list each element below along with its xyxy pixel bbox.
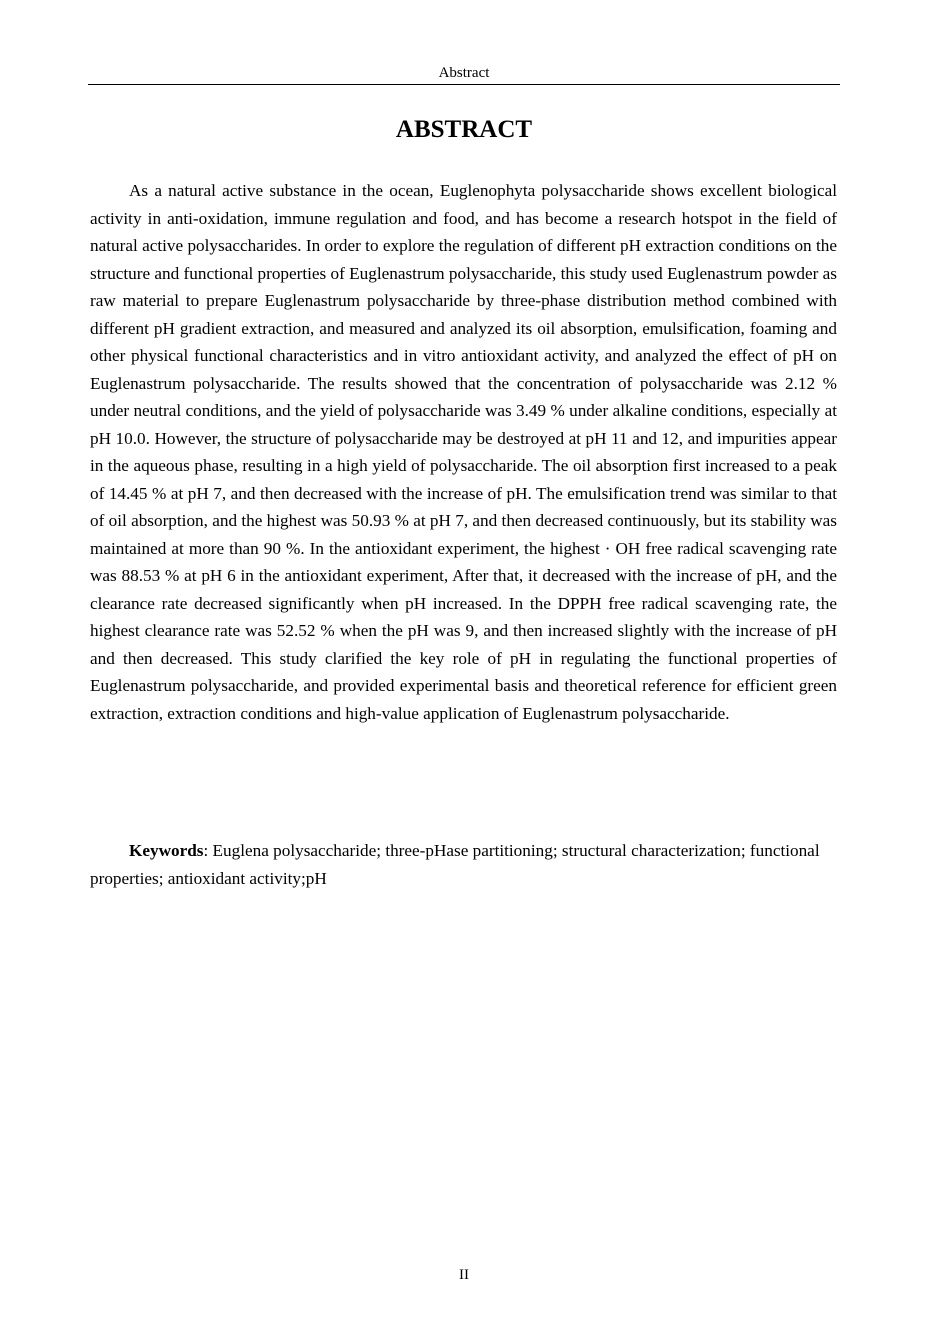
header-rule bbox=[88, 84, 840, 85]
page-number: II bbox=[459, 1267, 469, 1283]
keywords-line bbox=[90, 837, 837, 893]
keywords-label: Keywords bbox=[129, 841, 204, 860]
page-title: ABSTRACT bbox=[395, 116, 533, 143]
abstract-paragraph: As a natural active substance in the ocean, Euglenophyta polysaccharide shows excellent biological activity in anti-oxidation, immune regulation and food, and has become a research hotspot in the field of natural active polysaccharides. In order to explore the regulation of different pH extraction conditions on the structure and functional properties of Euglenastrum polysaccharide, this study used Euglenastrum powder as raw material to prepare Euglenastrum polysaccharide by three-phase distribution method combined with different pH gradient extraction, and measured and analyzed its oil absorption, emulsification, foaming and other physical functional characteristics and in vitro antioxidant activity, and analyzed the effect of pH on Euglenastrum polysaccharide. The results showed that the concentration of polysaccharide was 2.12 % under neutral conditions, and the yield of polysaccharide was 3.49 % under alkaline conditions, especially at pH 10.0. However, the structure of polysaccharide may be destroyed at pH 11 and 12, and impurities appear in the aqueous phase, resulting in a high yield of polysaccharide. The oil absorption first increased to a peak of 14.45 % at pH 7, and then decreased with the increase of pH. The emulsification trend was similar to that of oil absorption, and the highest was 50.93 % at pH 7, and then decreased continuously, but its stability was maintained at more than 90 %. In the antioxidant experiment, the highest · OH free radical scavenging rate was 88.53 % at pH 6 in the antioxidant experiment, After that, it decreased with the increase of pH, and the clearance rate decreased significantly when pH increased. In the DPPH free radical scavenging rate, the highest clearance rate was 52.52 % when the pH was 9, and then increased slightly with the increase of pH and then decreased. This study clarified the key role of pH in regulating the functional properties of Euglenastrum polysaccharide, and provided experimental basis and theoretical reference for efficient green extraction, extraction conditions and high-value application of Euglenastrum polysaccharide. bbox=[90, 181, 837, 723]
running-header: Abstract bbox=[438, 65, 490, 81]
keywords-text: : Euglena polysaccharide; three-pHase partitioning; structural characterization; functional properties; antioxidant activity;pH bbox=[90, 841, 820, 888]
